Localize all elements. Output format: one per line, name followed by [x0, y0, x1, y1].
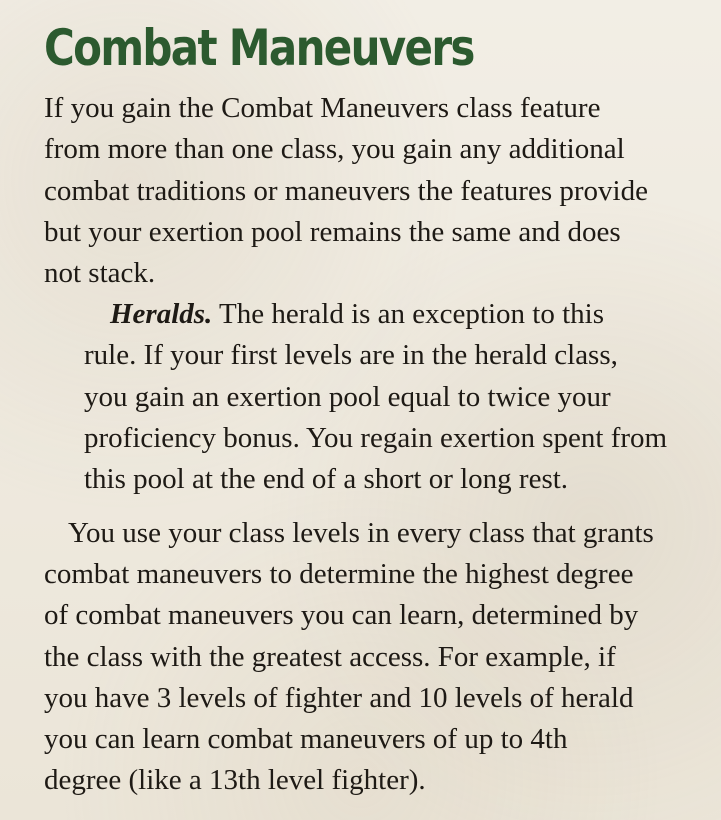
heralds-paragraph [84, 294, 721, 500]
section-title: Combat Maneuvers [44, 19, 474, 77]
heralds-line-4: proficiency bonus. You regain exertion spent from [84, 421, 668, 454]
class-levels-line-4: the class with the greatest access. For example, if [44, 640, 616, 673]
intro-line-1: If you gain the Combat Maneuvers class feature [44, 92, 601, 124]
heralds-line-2: rule. If your first levels are in the herald class, [84, 339, 618, 372]
heralds-line-1-text: The herald is an exception to this [212, 298, 604, 330]
heralds-line-3: you gain an exertion pool equal to twice your [84, 380, 611, 413]
class-levels-line-6: you can learn combat maneuvers of up to 4th [44, 723, 568, 756]
class-levels-line-2: combat maneuvers to determine the highest degree [44, 558, 634, 591]
intro-line-4: but your exertion pool remains the same and does [44, 215, 621, 248]
heralds-line-1 [84, 294, 721, 335]
class-levels-line-3: of combat maneuvers you can learn, determined by [44, 599, 639, 632]
intro-line-5: not stack. [44, 257, 156, 290]
class-levels-line-5: you have 3 levels of fighter and 10 levels of herald [44, 681, 634, 714]
intro-line-2: from more than one class, you gain any additional [44, 133, 625, 166]
class-levels-paragraph [44, 513, 721, 801]
intro-line-3: combat traditions or maneuvers the features provide [44, 174, 648, 207]
class-levels-line-7: degree (like a 13th level fighter). [44, 764, 426, 797]
heralds-line-5: this pool at the end of a short or long rest. [84, 463, 569, 496]
intro-paragraph [44, 88, 721, 294]
heralds-lead-heading: Heralds. [110, 298, 213, 330]
class-levels-line-1: You use your class levels in every class that grants [68, 517, 654, 549]
